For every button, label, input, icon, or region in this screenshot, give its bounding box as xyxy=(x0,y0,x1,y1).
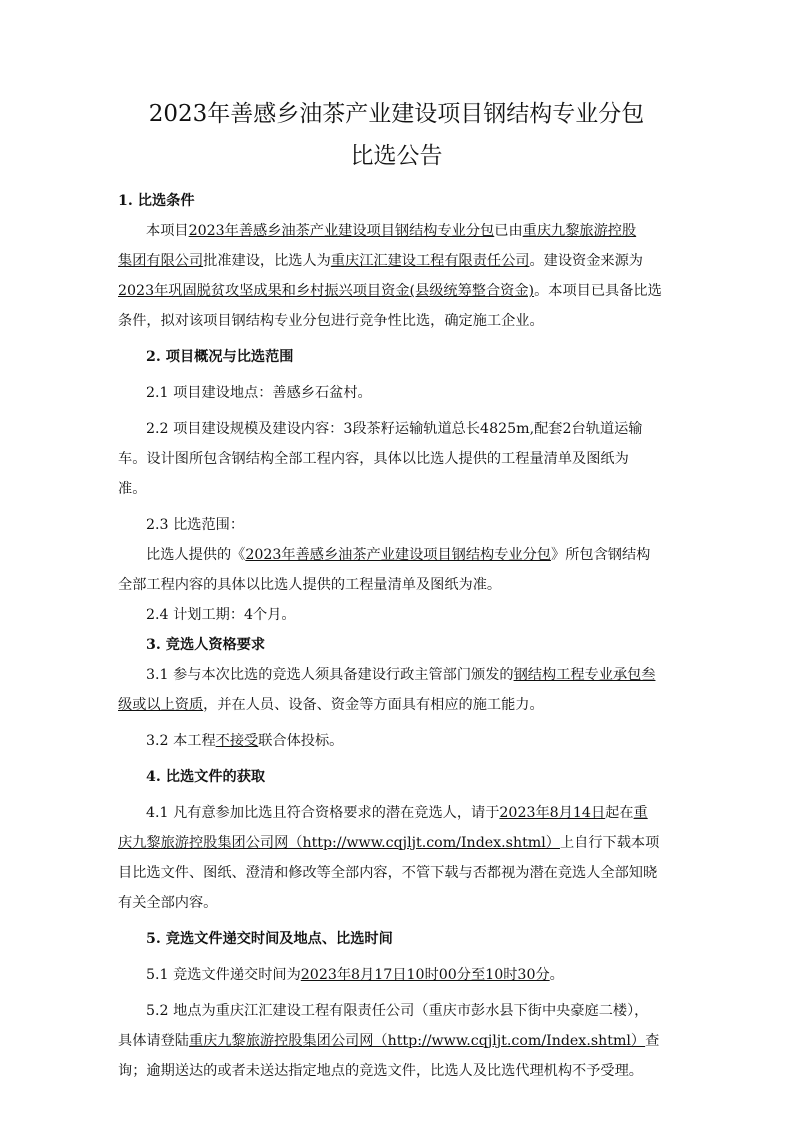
section-2-item: 2.3 比选范围： xyxy=(146,517,245,533)
section-1-line: 条件，拟对该项目钢结构专业分包进行竞争性比选，确定施工企业。 xyxy=(118,313,544,329)
section-2-item: 比选人提供的《2023年善感乡油茶产业建设项目钢结构专业分包》所包含钢结构 xyxy=(146,547,651,563)
section-3-item: 3.1 参与本次比选的竞选人须具备建设行政主管部门颁发的钢结构工程专业承包叁 xyxy=(146,667,656,683)
section-5-item: 5.2 地点为重庆江汇建设工程有限责任公司（重庆市彭水县下街中央豪庭二楼）， xyxy=(146,1003,649,1019)
section-4-item: 目比选文件、图纸、澄清和修改等全部内容，不管下载与否都视为潜在竞选人全部知晓 xyxy=(118,865,658,881)
section-2-item: 2.1 项目建设地点：善感乡石盆村。 xyxy=(146,385,372,401)
section-1-line: 集团有限公司批准建设，比选人为重庆江汇建设工程有限责任公司。建设资金来源为 xyxy=(118,253,643,269)
section-2-item: 车。设计图所包含钢结构全部工程内容，具体以比选人提供的工程量清单及图纸为 xyxy=(118,451,629,467)
section-2-item: 2.2 项目建设规模及建设内容：3段茶籽运输轨道总长4825m,配套2台轨道运输 xyxy=(146,421,643,437)
section-2-item: 准。 xyxy=(118,481,147,497)
section-4-item: 庆九黎旅游控股集团公司网（http://www.cqjljt.com/Index.shtml）上自行下载本项 xyxy=(118,835,660,851)
announcement-body xyxy=(118,186,678,1086)
title-line-1: 2023年善感乡油茶产业建设项目钢结构专业分包 xyxy=(148,101,645,127)
section-5-item: 询；逾期送达的或者未送达指定地点的竞选文件，比选人及比选代理机构不予受理。 xyxy=(118,1063,643,1079)
section-1-line: 2023年巩固脱贫攻坚成果和乡村振兴项目资金(县级统筹整合资金)。本项目已具备比选 xyxy=(118,283,662,299)
section-2-item: 全部工程内容的具体以比选人提供的工程量清单及图纸为准。 xyxy=(118,577,502,593)
section-1-line: 本项目2023年善感乡油茶产业建设项目钢结构专业分包已由重庆九黎旅游控股 xyxy=(146,223,637,239)
section-5-item: 具体请登陆重庆九黎旅游控股集团公司网（http://www.cqjljt.com/Index.shtml）查 xyxy=(118,1033,660,1049)
section-4-item: 有关全部内容。 xyxy=(118,895,218,911)
section-3-item: 3.2 本工程不接受联合体投标。 xyxy=(146,733,344,749)
section-2-heading: 2. 项目概况与比选范围 xyxy=(146,349,294,365)
section-3-heading: 3. 竞选人资格要求 xyxy=(146,637,266,653)
section-3-item: 级或以上资质，并在人员、设备、资金等方面具有相应的施工能力。 xyxy=(118,697,544,713)
download-link[interactable]: 庆九黎旅游控股集团公司网（http://www.cqjljt.com/Index.shtml） xyxy=(118,835,560,851)
section-2-item: 2.4 计划工期：4个月。 xyxy=(146,607,296,623)
section-5-item: 5.1 竞选文件递交时间为2023年8月17日10时00分至10时30分。 xyxy=(146,967,564,983)
section-5-heading: 5. 竞选文件递交时间及地点、比选时间 xyxy=(146,931,393,947)
website-link[interactable]: 重庆九黎旅游控股集团公司网（http://www.cqjljt.com/Index.shtml） xyxy=(188,1033,646,1049)
section-4-heading: 4. 比选文件的获取 xyxy=(146,769,266,785)
title-line-2: 比选公告 xyxy=(350,143,443,169)
section-4-item: 4.1 凡有意参加比选且符合资格要求的潜在竞选人，请于2023年8月14日起在重 xyxy=(146,805,648,821)
section-1-heading: 1. 比选条件 xyxy=(118,193,195,209)
